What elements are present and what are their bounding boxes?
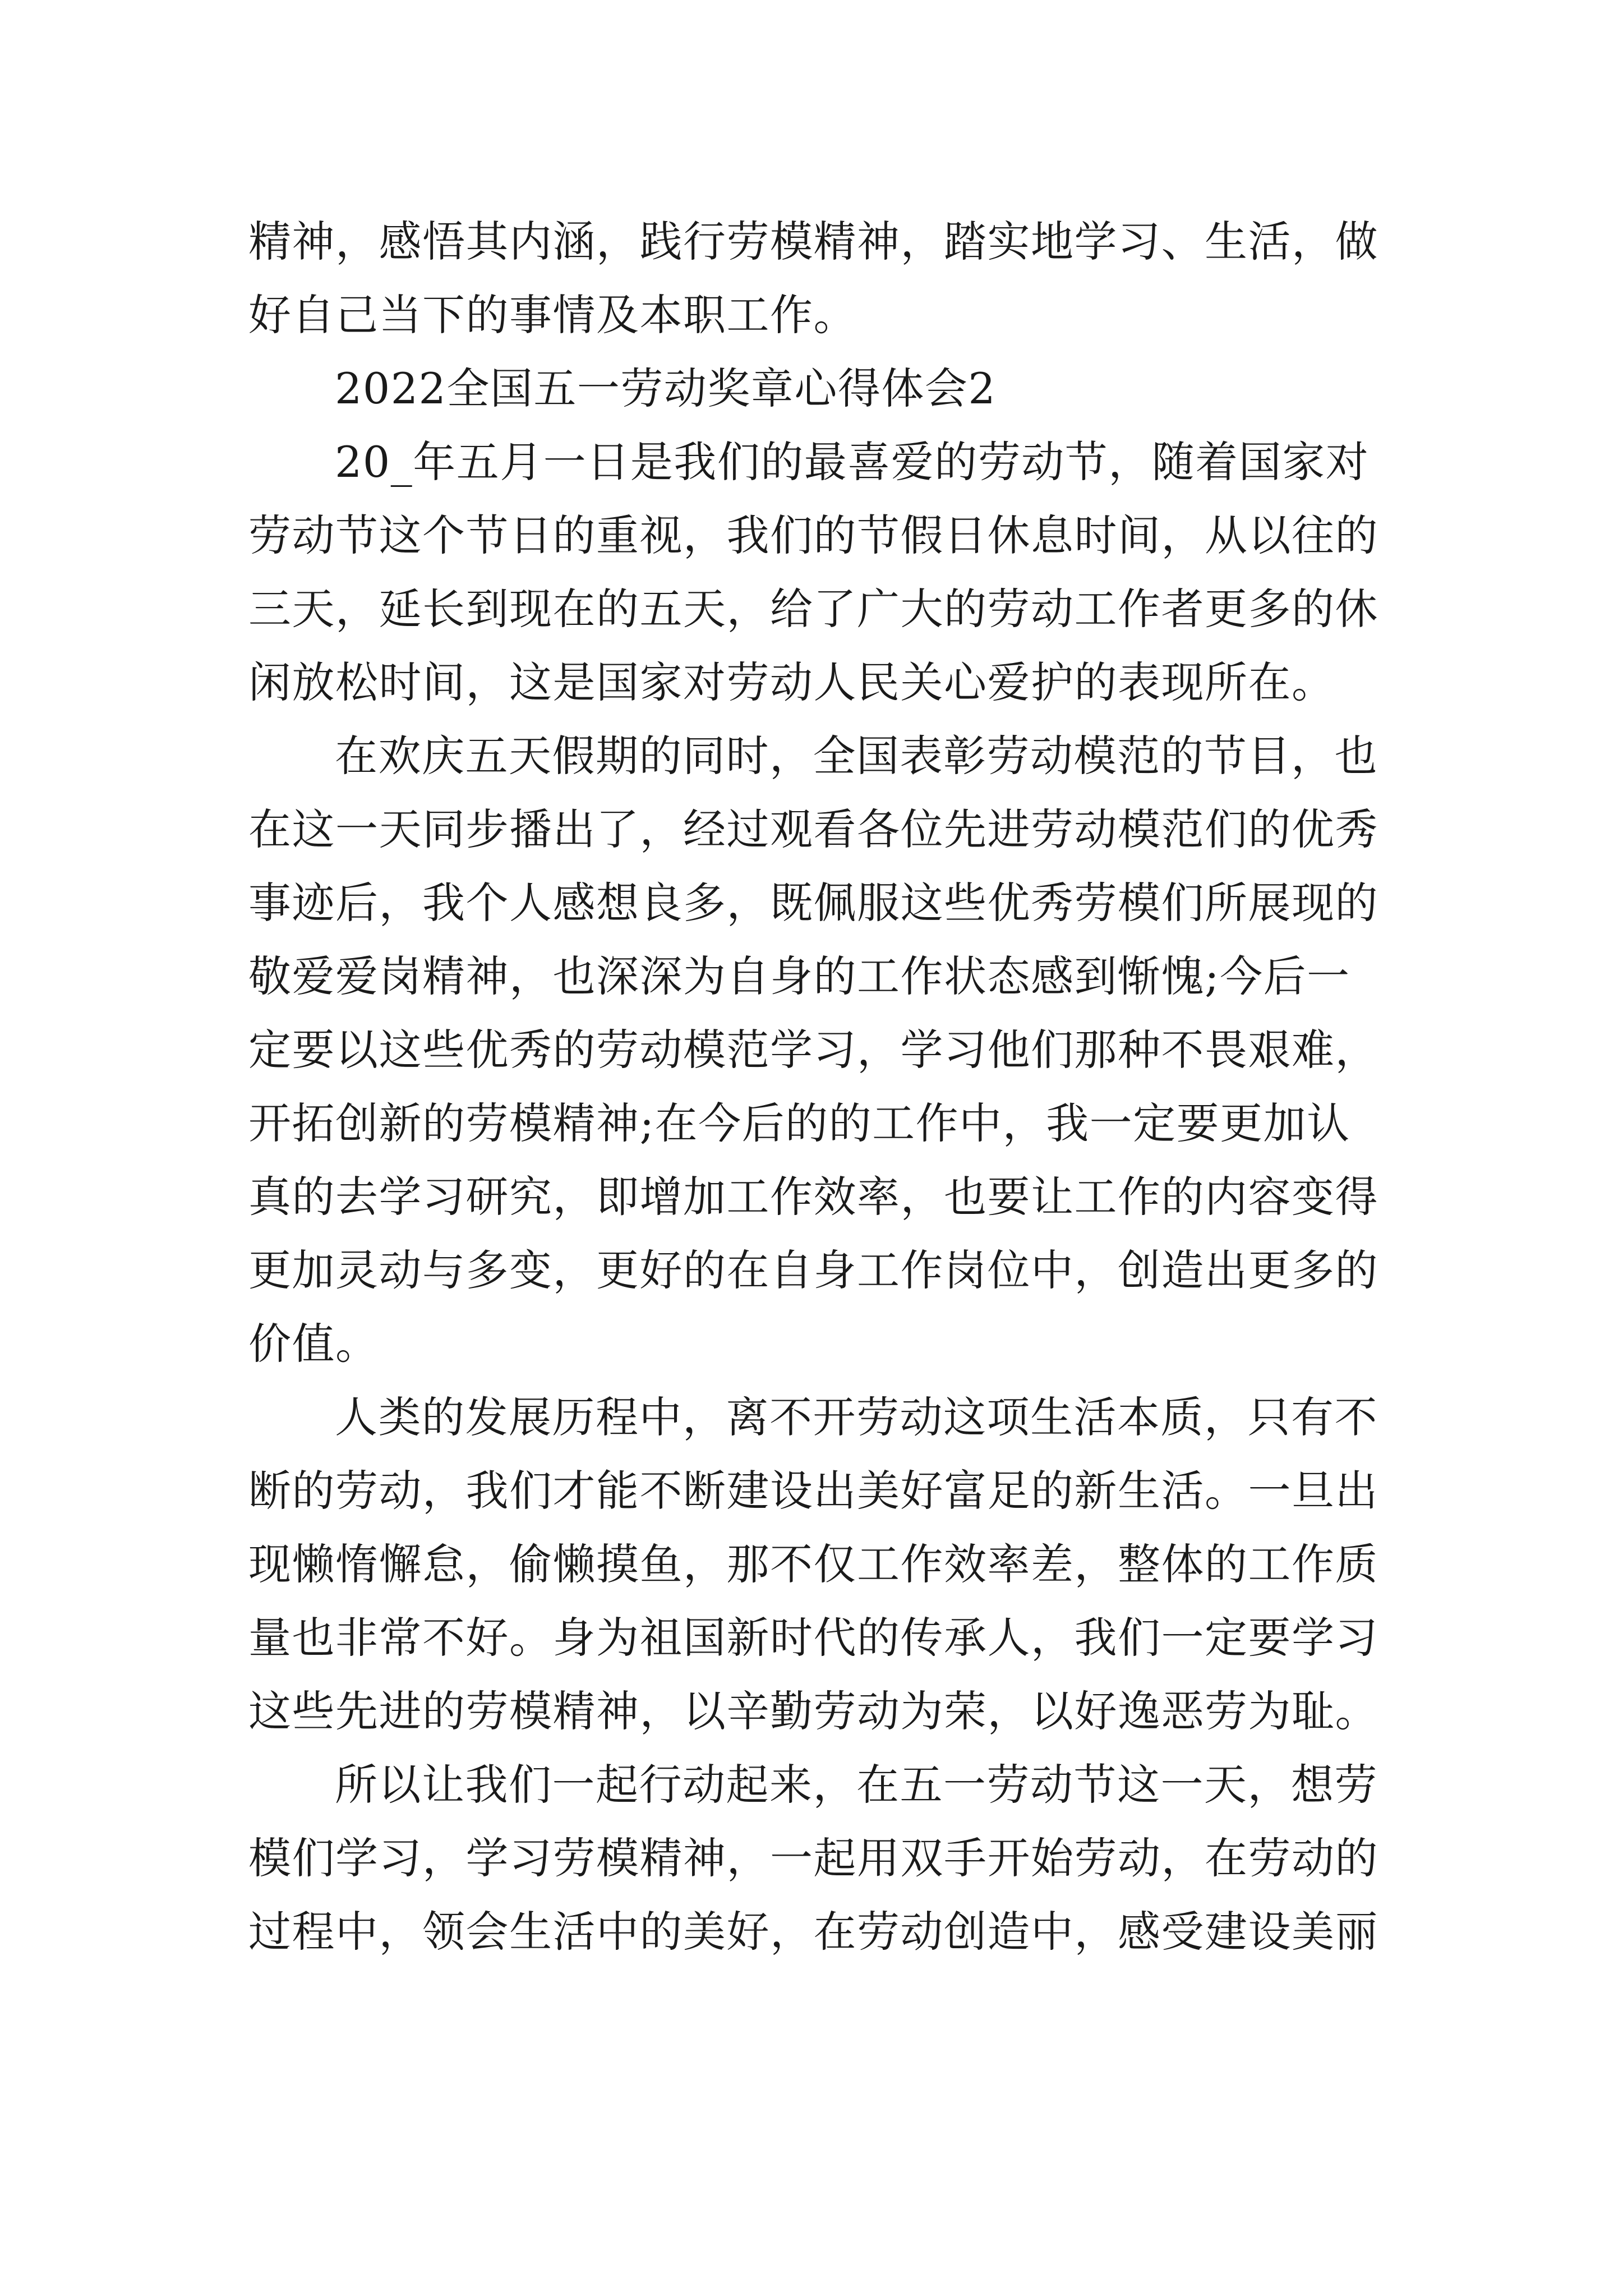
text-line: 精神，感悟其内涵，践行劳模精神，踏实地学习、生活，做 [248, 217, 1378, 266]
text-line: 三天，延长到现在的五天，给了广大的劳动工作者更多的休 [248, 584, 1378, 634]
text-line: 现懒惰懈怠，偷懒摸鱼，那不仅工作效率差，整体的工作质 [248, 1539, 1378, 1589]
text-line: 断的劳动，我们才能不断建设出美好富足的新生活。一旦出 [248, 1466, 1378, 1516]
text-line: 过程中，领会生活中的美好，在劳动创造中，感受建设美丽 [248, 1907, 1378, 1957]
text-line: 20_年五月一日是我们的最喜爱的劳动节，随着国家对 [335, 437, 1370, 487]
text-line: 真的去学习研究，即增加工作效率，也要让工作的内容变得 [248, 1172, 1378, 1222]
text-line: 模们学习，学习劳模精神，一起用双手开始劳动，在劳动的 [248, 1833, 1378, 1883]
text-line: 事迹后，我个人感想良多，既佩服这些优秀劳模们所展现的 [248, 878, 1378, 928]
text-line: 敬爱爱岗精神，也深深为自身的工作状态感到惭愧;今后一 [248, 951, 1350, 1001]
text-line: 在这一天同步播出了，经过观看各位先进劳动模范们的优秀 [248, 804, 1378, 854]
text-line: 定要以这些优秀的劳动模范学习，学习他们那种不畏艰难， [248, 1025, 1378, 1075]
text-line: 好自己当下的事情及本职工作。 [248, 290, 857, 340]
text-line: 开拓创新的劳模精神;在今后的的工作中，我一定要更加认 [248, 1098, 1350, 1148]
text-line: 劳动节这个节日的重视，我们的节假日休息时间，从以往的 [248, 510, 1378, 560]
text-line: 所以让我们一起行动起来，在五一劳动节这一天，想劳 [335, 1760, 1378, 1810]
text-line: 价值。 [248, 1319, 379, 1369]
text-line: 更加灵动与多变，更好的在自身工作岗位中，创造出更多的 [248, 1245, 1378, 1295]
text-line: 量也非常不好。身为祖国新时代的传承人，我们一定要学习 [248, 1613, 1378, 1663]
section-heading: 2022全国五一劳动奖章心得体会2 [335, 364, 997, 413]
text-line: 人类的发展历程中，离不开劳动这项生活本质，只有不 [335, 1392, 1378, 1442]
text-line: 闲放松时间，这是国家对劳动人民关心爱护的表现所在。 [248, 657, 1335, 707]
text-line: 在欢庆五天假期的同时，全国表彰劳动模范的节目，也 [335, 731, 1378, 781]
text-line: 这些先进的劳模精神，以辛勤劳动为荣，以好逸恶劳为耻。 [248, 1686, 1378, 1736]
